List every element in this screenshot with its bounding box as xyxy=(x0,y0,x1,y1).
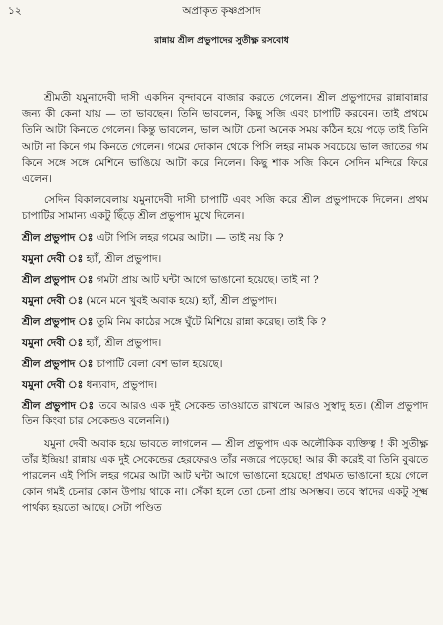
speaker-label: যমুনা দেবী ঃ xyxy=(22,336,84,349)
dialogue-text: হ্যাঁ, শ্রীল প্রভুপাদ। xyxy=(83,336,162,349)
speaker-label: শ্রীল প্রভুপাদ ঃ xyxy=(22,231,94,244)
dialogue-text: হ্যাঁ, শ্রীল প্রভুপাদ। xyxy=(83,252,162,265)
dialogue-text: তুমি নিম কাঠের সঙ্গে ঘুঁটে মিশিয়ে রান্না করেছ। তাই কি ? xyxy=(93,315,327,328)
body-text xyxy=(22,90,428,517)
speaker-label: শ্রীল প্রভুপাদ ঃ xyxy=(22,315,94,328)
page-header xyxy=(0,4,443,20)
dialogue-text: তবে আরও এক দুই সেকেন্ড তাওয়াতে রাখলে আরও সুস্বাদু হত। (শ্রীল প্রভুপাদ তিন কিংবা চার সেকেন্ডও বলেননি।) xyxy=(22,399,428,427)
page-number: ১২ xyxy=(8,5,22,17)
speaker-label: শ্রীল প্রভুপাদ ঃ xyxy=(22,399,95,412)
dialogue-text: ধন্যবাদ, প্রভুপাদ। xyxy=(83,378,158,391)
speaker-label: শ্রীল প্রভুপাদ ঃ xyxy=(22,357,94,370)
speaker-label: শ্রীল প্রভুপাদ ঃ xyxy=(22,273,94,286)
speaker-label: যমুনা দেবী ঃ xyxy=(22,378,84,391)
dialogue-line-6 xyxy=(22,336,428,351)
paragraph-1: শ্রীমতী যমুনাদেবী দাসী একদিন বৃন্দাবনে বাজার করতে গেলেন। শ্রীল প্রভুপাদের রান্নাবান্নার জন্য কী কেনা যায় — তা ভাবছেন। তিনি ভাবলেন, কিছু সজি এবং চাপাটি করবেন। তাই প্রথমে তিনি আটা কিনতে গেলেন। কিন্তু ভাবলেন, ভাল আটা চেনা অনেক সময় কঠিন হয়ে পড়ে তাই তিনি আটা না কিনে গম কিনতে গেলেন। গমের দোকান থেকে পিসি লহর নামক সবচেয়ে ভাল জাতের গম কিনে সঙ্গে সঙ্গে মেশিনে ভাঙিয়ে আটা করে নিলেন। কিছু শাক সজি কিনে সেদিন মন্দিরে ফিরে এলেন। xyxy=(22,92,428,186)
dialogue-line-9 xyxy=(22,399,428,429)
dialogue-line-7 xyxy=(22,357,428,372)
dialogue-text: গমটা প্রায় আট ঘন্টা আগে ভাঙানো হয়েছে। তাই না ? xyxy=(93,273,319,286)
dialogue-line-4 xyxy=(22,294,428,309)
dialogue-text: (মনে মনে খুবই অবাক হয়ে) হ্যাঁ, শ্রীল প্রভুপাদ। xyxy=(83,294,277,307)
running-title: অপ্রাকৃত কৃষ্ণপ্রসাদ xyxy=(182,5,261,17)
closing-paragraph: যমুনা দেবী অবাক হয়ে ভাবতে লাগলেন — শ্রীল প্রভুপাদ এক অলৌকিক ব্যক্তিত্ব ! কী সুতীক্ষ্ণ তাঁর ইন্দ্রিয়! রান্নায় এক দুই সেকেন্ডের হেরফেরও তাঁর নজরে পড়েছে! আর কী করেই বা তিনি বুঝতে পারলেন এই পিসি লহর গমের আটা আট ঘন্টা আগে ভাঙানো হয়েছে! প্রথমত ভাঙানো হয়ে গেলে কোন গমই চেনার কোন উপায় থাকে না। সেঁকা হলে তো চেনা প্রায় অসম্ভব। তবে স্বাদের একটু সূক্ষ্ম পার্থক্য হয়তো আছে। সেটা পণ্ডিত xyxy=(22,437,428,515)
chapter-title: রান্নায় শ্রীল প্রভুপাদের সুতীক্ষ্ণ রসবোধ xyxy=(154,36,289,46)
dialogue-line-2 xyxy=(22,252,428,267)
dialogue-text: এটা পিসি লহর গমের আটা। — তাই নয় কি ? xyxy=(93,231,284,244)
dialogue-line-8 xyxy=(22,378,428,393)
speaker-label: যমুনা দেবী ঃ xyxy=(22,252,84,265)
paragraph-2: সেদিন বিকালবেলায় যমুনাদেবী দাসী চাপাটি এবং সজি করে শ্রীল প্রভুপাদকে দিলেন। প্রথম চাপাটির সামান্য একটু ছিঁড়ে শ্রীল প্রভুপাদ মুখে দিলেন। xyxy=(22,194,428,223)
dialogue-line-5 xyxy=(22,315,428,330)
dialogue-text: চাপাটি বেলা বেশ ভাল হয়েছে। xyxy=(93,357,223,370)
dialogue-line-1 xyxy=(22,231,428,246)
dialogue-line-3 xyxy=(22,273,428,288)
speaker-label: যমুনা দেবী ঃ xyxy=(22,294,84,307)
